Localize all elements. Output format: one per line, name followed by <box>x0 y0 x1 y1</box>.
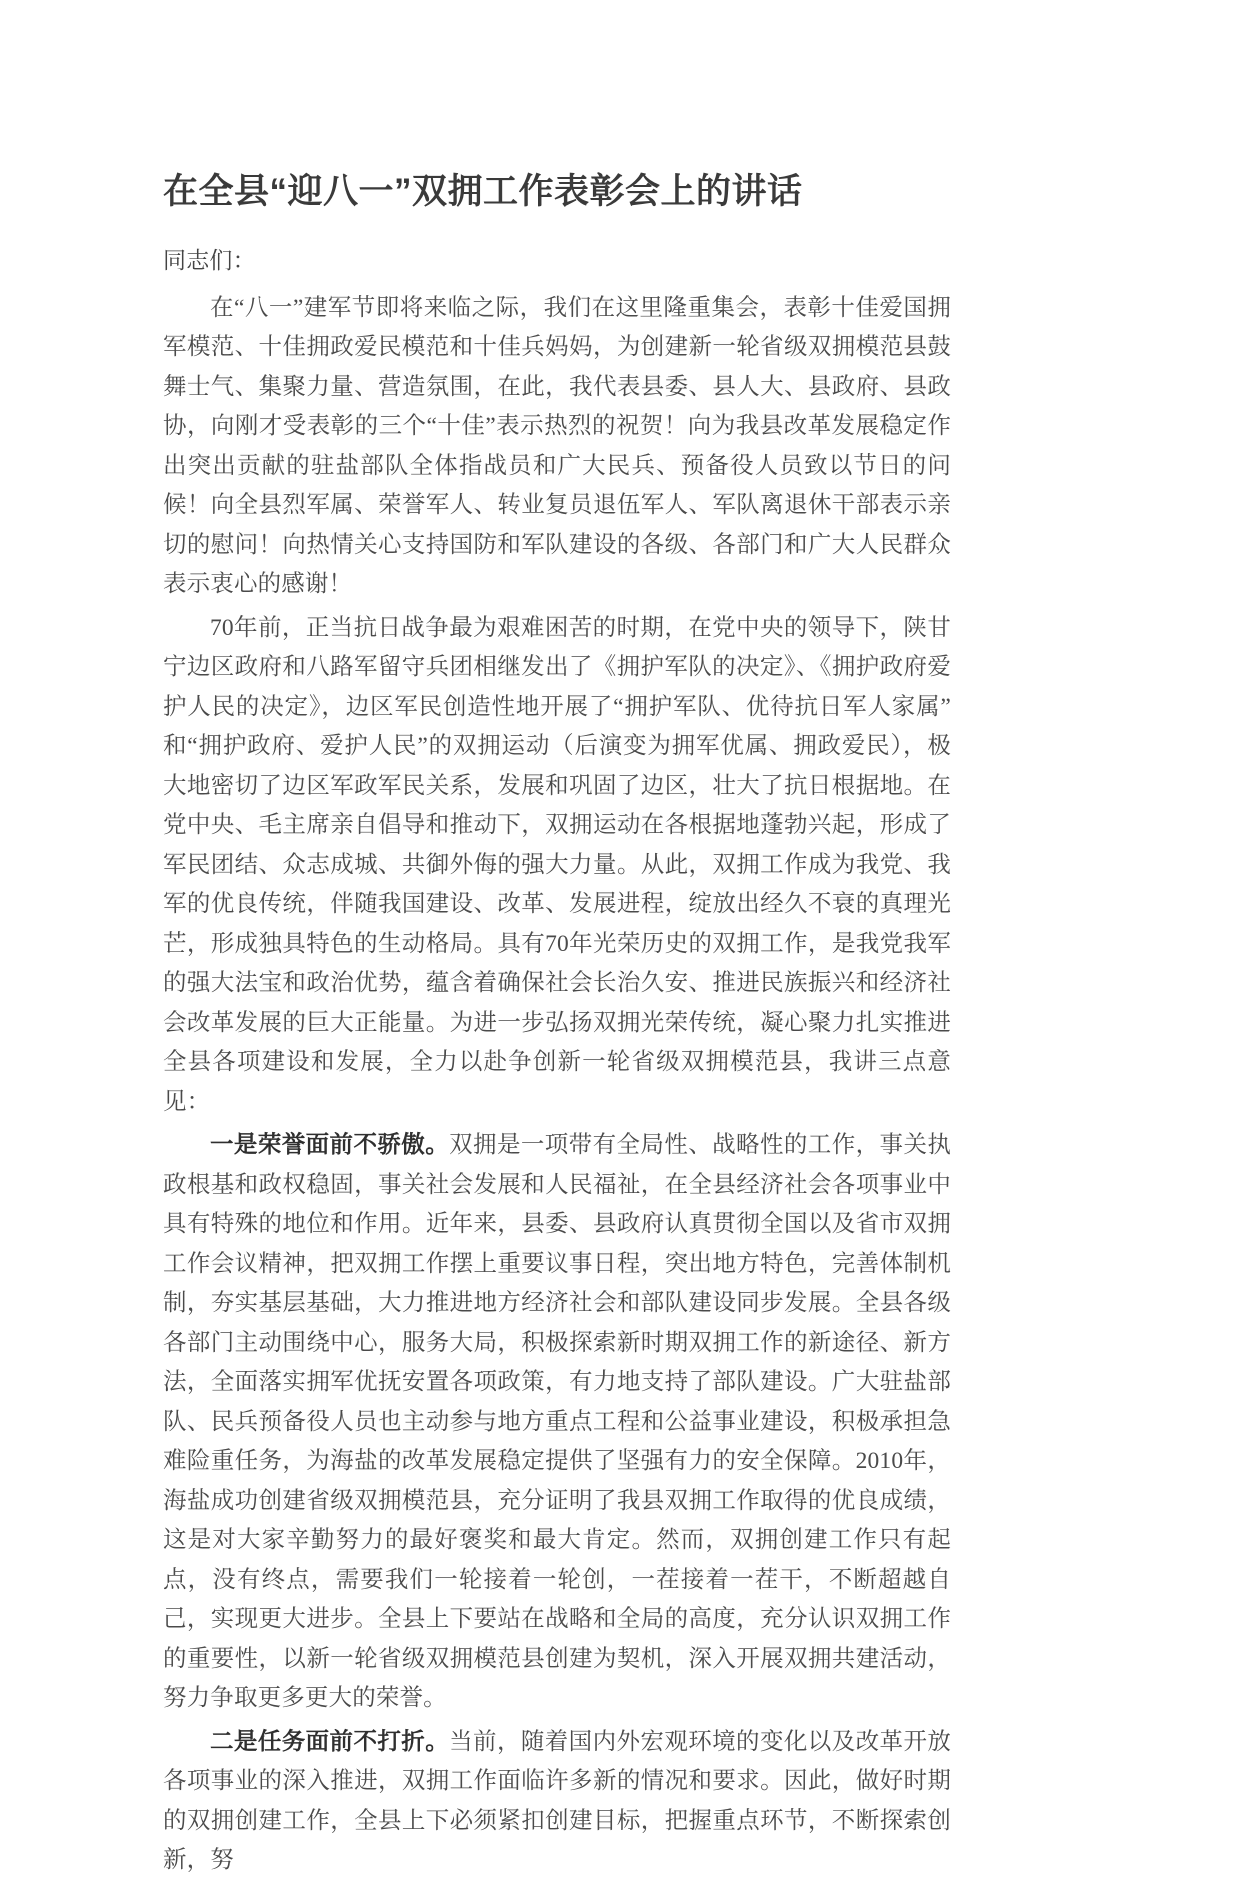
paragraph-3-text: 双拥是一项带有全局性、战略性的工作，事关执政根基和政权稳固，事关社会发展和人民福祉，在全县经济社会各项事业中具有特殊的地位和作用。近年来，县委、县政府认真贯彻全国以及省市双拥工作会议精神，把双拥工作摆上重要议事日程，突出地方特色，完善体制机制，夯实基层基础，大力推进地方经济社会和部队建设同步发展。全县各级各部门主动围绕中心，服务大局，积极探索新时期双拥工作的新途径、新方法，全面落实拥军优抚安置各项政策，有力地支持了部队建设。广大驻盐部队、民兵预备役人员也主动参与地方重点工程和公益事业建设，积极承担急难险重任务，为海盐的改革发展稳定提供了坚强有力的安全保障。2010年，海盐成功创建省级双拥模范县，充分证明了我县双拥工作取得的优良成绩，这是对大家辛勤努力的最好褒奖和最大肯定。然而，双拥创建工作只有起点，没有终点，需要我们一轮接着一轮创，一茬接着一茬干，不断超越自己，实现更大进步。全县上下要站在战略和全局的高度，充分认识双拥工作的重要性，以新一轮省级双拥模范县创建为契机，深入开展双拥共建活动，努力争取更多更大的荣誉。 <box>163 1132 952 1712</box>
paragraph-3 <box>163 1126 951 1719</box>
paragraph-2 <box>163 609 951 1123</box>
paragraph-3-lead: 一是荣誉面前不骄傲。 <box>210 1132 450 1159</box>
paragraph-4-lead: 二是任务面前不打折。 <box>210 1728 450 1755</box>
page-title: 在全县“迎八一”双拥工作表彰会上的讲话 <box>163 172 803 211</box>
paragraph-4-text: 当前，随着国内外宏观环境的变化以及改革开放各项事业的深入推进，双拥工作面临许多新的情况和要求。因此，做好时期的双拥创建工作，全县上下必须紧扣创建目标，把握重点环节，不断探索创新，努 <box>163 1728 952 1874</box>
paragraph-1 <box>163 289 951 605</box>
paragraph-1-text: 在“八一”建军节即将来临之际，我们在这里隆重集会，表彰十佳爱国拥军模范、十佳拥政爱民模范和十佳兵妈妈，为创建新一轮省级双拥模范县鼓舞士气、集聚力量、营造氛围，在此，我代表县委、县人大、县政府、县政协，向刚才受表彰的三个“十佳”表示热烈的祝贺！向为我县改革发展稳定作出突出贡献的驻盐部队全体指战员和广大民兵、预备役人员致以节日的问候！向全县烈军属、荣誉军人、转业复员退伍军人、军队离退休干部表示亲切的慰问！向热情关心支持国防和军队建设的各级、各部门和广大人民群众表示衷心的感谢！ <box>163 294 951 598</box>
salutation: 同志们： <box>163 248 256 274</box>
document-content <box>163 168 951 1881</box>
paragraph-4 <box>163 1723 951 1881</box>
paragraph-2-text: 70年前，正当抗日战争最为艰难困苦的时期，在党中央的领导下，陕甘宁边区政府和八路军留守兵团相继发出了《拥护军队的决定》、《拥护政府爱护人民的决定》，边区军民创造性地开展了“拥护军队、优待抗日军人家属”和“拥护政府、爱护人民”的双拥运动（后演变为拥军优属、拥政爱民），极大地密切了边区军政军民关系，发展和巩固了边区，壮大了抗日根据地。在党中央、毛主席亲自倡导和推动下，双拥运动在各根据地蓬勃兴起，形成了军民团结、众志成城、共御外侮的强大力量。从此，双拥工作成为我党、我军的优良传统，伴随我国建设、改革、发展进程，绽放出经久不衰的真理光芒，形成独具特色的生动格局。具有70年光荣历史的双拥工作，是我党我军的强大法宝和政治优势，蕴含着确保社会长治久安、推进民族振兴和经济社会改革发展的巨大正能量。为进一步弘扬双拥光荣传统，凝心聚力扎实推进全县各项建设和发展，全力以赴争创新一轮省级双拥模范县，我讲三点意见： <box>163 614 951 1115</box>
